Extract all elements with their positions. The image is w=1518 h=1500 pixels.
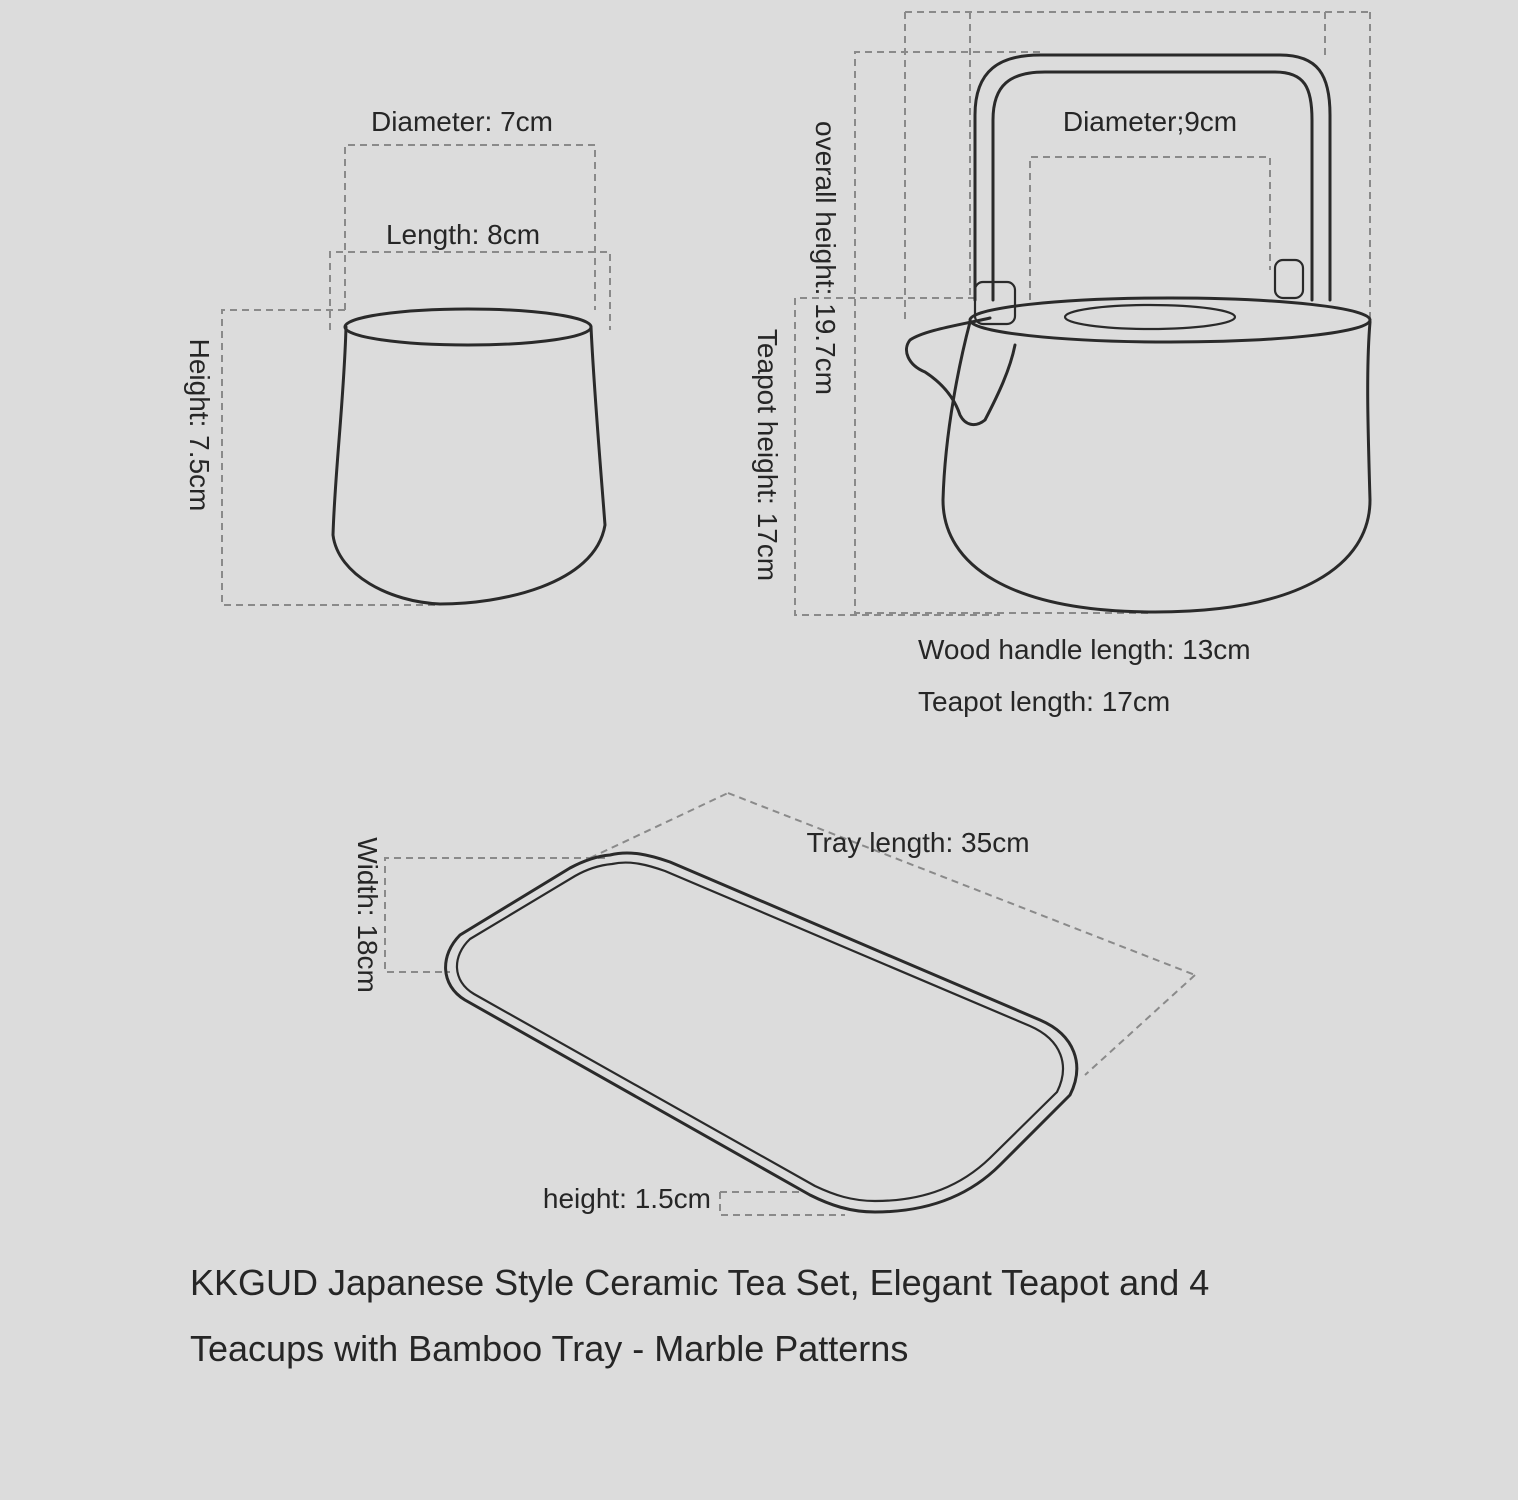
teapot-dimension-guides (795, 12, 1370, 615)
pot-height-label: Teapot height: 17cm (752, 328, 783, 582)
handle-length-label: Wood handle length: 13cm (918, 634, 1251, 665)
cup-diameter-label: Diameter: 7cm (370, 106, 554, 137)
product-caption (190, 1250, 1340, 1382)
tray-width-label: Width: 18cm (352, 837, 383, 993)
teacup-dimension-guides (222, 145, 610, 605)
tray-height-label: height: 1.5cm (542, 1183, 711, 1214)
pot-overall-height-label: overall height: 19.7cm (810, 121, 841, 395)
tray-dimension-guides (385, 793, 1195, 1215)
caption-line-1: KKGUD Japanese Style Ceramic Tea Set, Elegant Teapot and 4 (190, 1262, 1210, 1303)
caption-line-2: Teacups with Bamboo Tray - Marble Patterns (190, 1328, 909, 1369)
tray-outline (446, 853, 1077, 1212)
tray-length-label: Tray length: 35cm (806, 827, 1030, 858)
cup-length-label: Length: 8cm (385, 219, 541, 250)
teacup-outline (333, 309, 605, 604)
teapot-drawing (752, 12, 1370, 717)
cup-height-label: Height: 7.5cm (184, 338, 215, 512)
pot-diameter-label: Diameter;9cm (1062, 106, 1238, 137)
teapot-outline (906, 55, 1370, 612)
pot-length-label: Teapot length: 17cm (918, 686, 1171, 717)
teacup-drawing (184, 106, 610, 605)
tray-drawing (352, 793, 1195, 1215)
